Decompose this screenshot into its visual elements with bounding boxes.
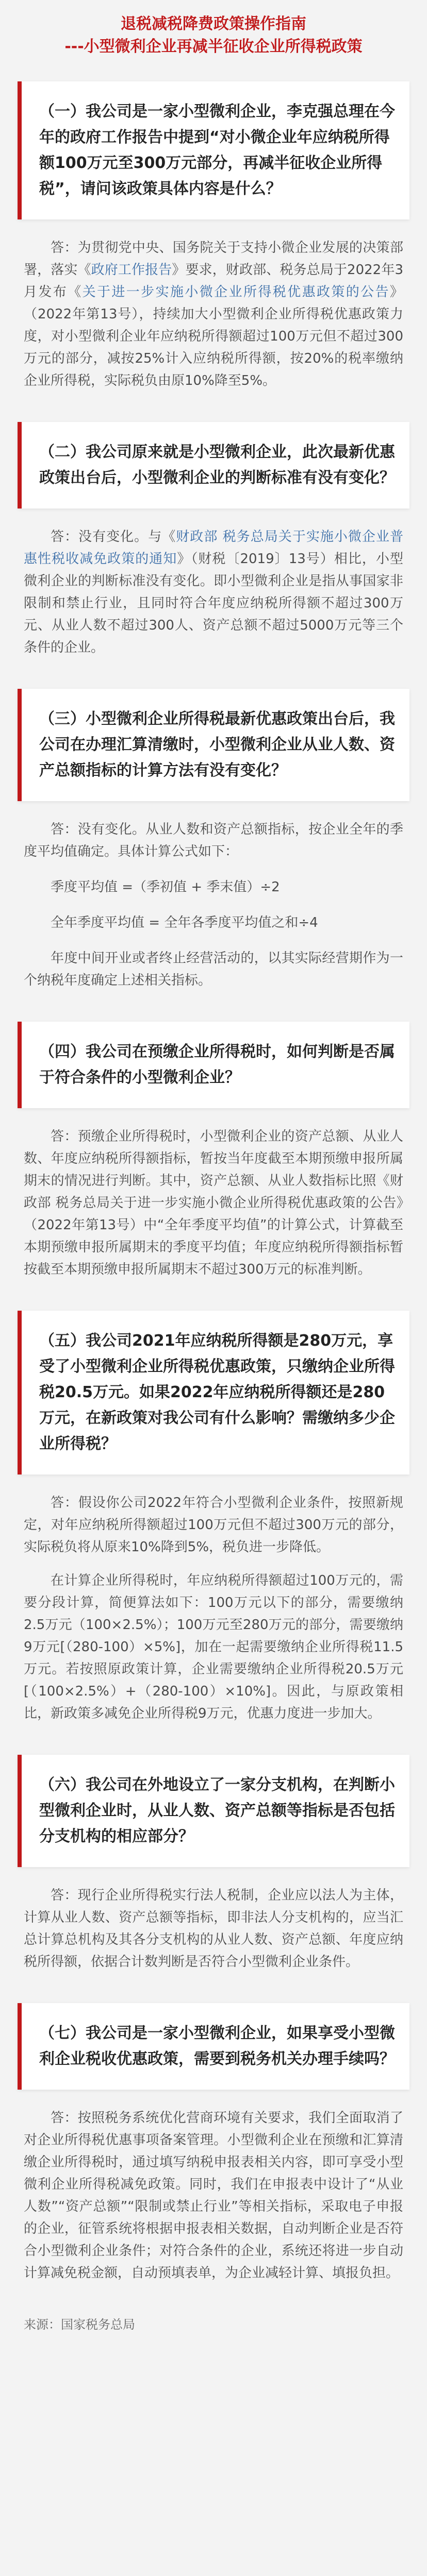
answer-paragraph (24, 1126, 403, 1281)
document-link[interactable]: 政府工作报告 (91, 262, 172, 278)
answer-paragraph (24, 526, 403, 659)
document-link[interactable]: 财政部 税务总局关于实施小微企业普惠性税收减免政策的通知 (24, 529, 403, 567)
document-link[interactable]: 关于进一步实施小微企业所得税优惠政策的公告 (82, 284, 390, 300)
question-box: （五）我公司2021年应纳税所得额是280万元，享受了小型微利企业所得税优惠政策，只缴纳企业所得税20.5万元。如果2022年应纳税所得额还是280万元，在新政策对我公司有什么影响？需缴纳多少企业所得税？ (18, 1311, 409, 1475)
qa-section (18, 1755, 409, 1973)
answer (18, 1108, 409, 1281)
question-box: （三）小型微利企业所得税最新优惠政策出台后，我公司在办理汇算清缴时，小型微利企业从业人数、资产总额指标的计算方法有没有变化？ (18, 689, 409, 801)
question-box: （四）我公司在预缴企业所得税时，如何判断是否属于符合条件的小型微利企业？ (18, 1022, 409, 1108)
question-box: （七）我公司是一家小型微利企业，如果享受小型微利企业税收优惠政策，需要到税务机关办理手续吗？ (18, 2003, 409, 2090)
answer-paragraph (24, 1885, 403, 1973)
paragraph-text: 》要求，财政部、税务总局于2022年3月发布《 (24, 262, 403, 300)
paragraph-text: 答：现行企业所得税实行法人税制，企业应以法人为主体，计算从业人数、资产总额等指标，即非法人分支机构的，应当汇总计算总机构及其各分支机构的从业人数、资产总额、年度应纳税所得额，依据合计数判断是否符合小型微利企业条件。 (24, 1888, 403, 1970)
paragraph-text: 答：没有变化。从业人数和资产总额指标，按企业全年的季度平均值确定。具体计算公式如下： (24, 822, 403, 859)
question-box: （二）我公司原来就是小型微利企业，此次最新优惠政策出台后，小型微利企业的判断标准有没有变化？ (18, 422, 409, 509)
answer (18, 219, 409, 392)
qa-section (18, 1022, 409, 1281)
paragraph-text: 答：预缴企业所得税时，小型微利企业的资产总额、从业人数、年度应纳税所得额指标，暂按当年度截至本期预缴申报所属期末的情况进行判断。其中，资产总额、从业人数指标比照《财政部 税务总局关于进一步实施小微企业所得税优惠政策的公告》（2022年第13号）中“全年季度平均值”的计算公式，计算截至本期预缴申报所属期末的季度平均值；年度应纳税所得额指标暂按截至本期预缴申报所属期末不超过300万元的标准判断。 (24, 1129, 403, 1277)
paragraph-text: 答：假设你公司2022年符合小型微利企业条件，按照新规定，对年应纳税所得额超过100万元但不超过300万元的部分，实际税负将从原来10%降到5%，税负进一步降低。 (24, 1495, 403, 1555)
paragraph-text: 答：为贯彻党中央、国务院关于支持小微企业发展的决策部署，落实《 (24, 240, 403, 278)
formula-line (24, 912, 403, 934)
question-box: （六）我公司在外地设立了一家分支机构，在判断小型微利企业时，从业人数、资产总额等指标是否包括分支机构的相应部分？ (18, 1755, 409, 1867)
qa-section (18, 689, 409, 992)
question-box: （一）我公司是一家小型微利企业，李克强总理在今年的政府工作报告中提到“对小微企业年应纳税所得额100万元至300万元部分，再减半征收企业所得税”，请问该政策具体内容是什么？ (18, 81, 409, 219)
paragraph-text: 年度中间开业或者终止经营活动的，以其实际经营期作为一个纳税年度确定上述相关指标。 (24, 951, 403, 988)
formula-text: 季度平均值 =（季初值 + 季末值）÷2 (51, 879, 280, 895)
answer-paragraph (24, 237, 403, 392)
source-note: 来源：国家税务总局 (24, 2317, 135, 2332)
answer (18, 1475, 409, 1725)
answer (18, 509, 409, 659)
paragraph-text: 答：没有变化。与《 (51, 529, 176, 545)
paragraph-text: 》（2022年第13号），持续加大小型微利企业所得税优惠政策力度，对小型微利企业年应纳税所得额超过100万元但不超过300万元的部分，减按25%计入应纳税所得额，按20%的税率缴纳企业所得税，实际税负由原10%降至5%。 (24, 284, 403, 388)
answer (18, 2090, 409, 2284)
answer-paragraph (24, 819, 403, 863)
paragraph-text: 》（财税〔2019〕13号）相比，小型微利企业的判断标准没有变化。即小型微利企业是指从事国家非限制和禁止行业，且同时符合年度应纳税所得额不超过300万元、从业人数不超过300人、资产总额不超过5000万元等三个条件的企业。 (24, 551, 403, 655)
qa-section (18, 2003, 409, 2284)
answer-paragraph (24, 947, 403, 992)
formula-line (24, 876, 403, 899)
paragraph-text: 在计算企业所得税时，年应纳税所得额超过100万元的，需要分段计算，简便算法如下：100万元以下的部分，需要缴纳2.5万元（100×2.5%）；100万元至280万元的部分，需要缴纳9万元[（280-100）×5%]，加在一起需要缴纳企业所得税11.5万元。若按照原政策计算，企业需要缴纳企业所得税20.5万元[（100×2.5%）+（280-100）×10%]。因此，与原政策相比，新政策多减免企业所得税9万元，优惠力度进一步加大。 (24, 1573, 403, 1721)
answer-paragraph (24, 1570, 403, 1725)
qa-list (0, 81, 427, 2284)
answer (18, 1867, 409, 1973)
qa-section (18, 422, 409, 659)
qa-section (18, 1311, 409, 1725)
qa-section (18, 81, 409, 392)
paragraph-text: 答：按照税务系统优化营商环境有关要求，我们全面取消了对企业所得税优惠事项备案管理。小型微利企业在预缴和汇算清缴企业所得税时，通过填写纳税申报表相关内容，即可享受小型微利企业所得税减免政策。同时，我们在申报表中设计了“从业人数”“资产总额”“限制或禁止行业”等相关指标，采取电子申报的企业，征管系统将根据申报表相关数据，自动判断企业是否符合小型微利企业条件；对符合条件的企业，系统还将进一步自动计算减免税金额，自动预填表单，为企业减轻计算、填报负担。 (24, 2110, 403, 2281)
article-title: 退税减税降费政策操作指南 (121, 15, 306, 33)
answer-paragraph (24, 2107, 403, 2284)
formula-text: 全年季度平均值 = 全年各季度平均值之和÷4 (51, 915, 318, 930)
article-subtitle: ---小型微利企业再减半征收企业所得税政策 (64, 38, 363, 56)
answer (18, 801, 409, 992)
answer-paragraph (24, 1492, 403, 1558)
